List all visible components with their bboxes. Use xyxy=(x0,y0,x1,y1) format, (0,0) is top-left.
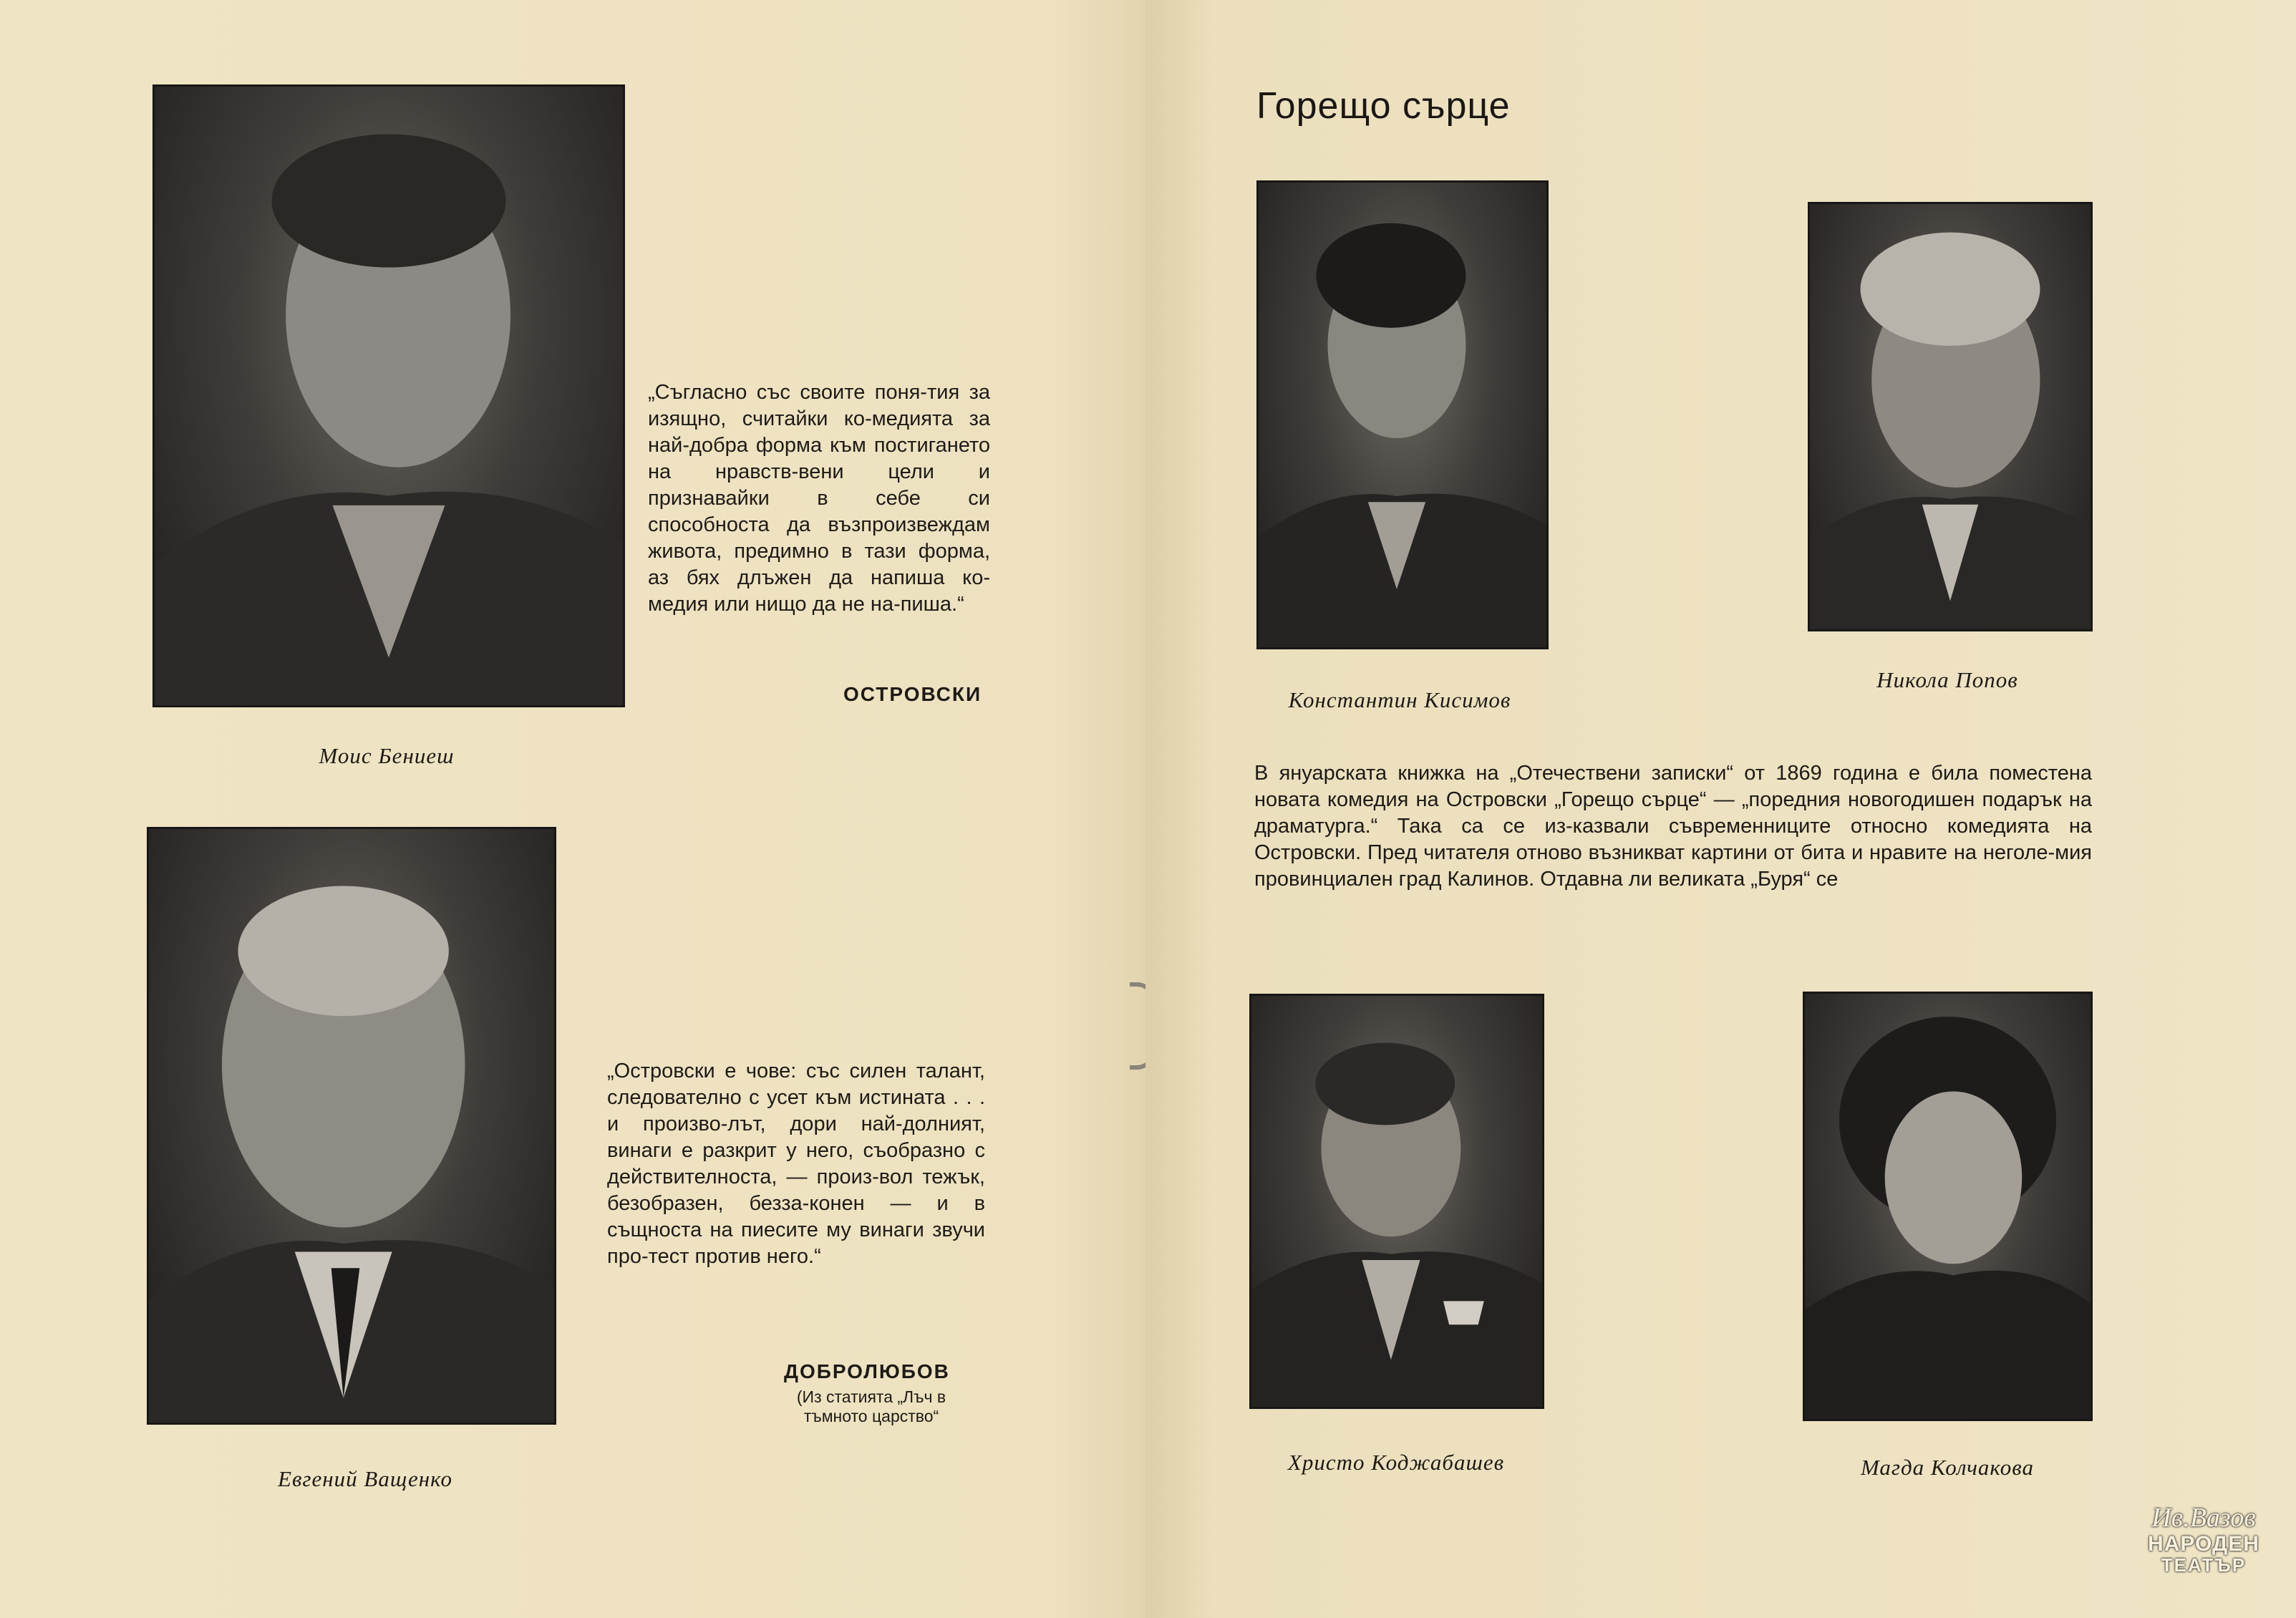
left-page xyxy=(0,0,1145,1618)
portrait-caption: Евгений Ващенко xyxy=(278,1466,452,1491)
portrait-photo-vashchenko xyxy=(147,827,556,1425)
page-title: Горещо сърце xyxy=(1256,85,1511,127)
portrait-caption: Моис Бениеш xyxy=(319,743,455,768)
quote-source-line: (Из статията „Лъч в xyxy=(796,1387,946,1406)
logo-line: НАРОДЕН xyxy=(2148,1532,2259,1556)
portrait-caption: Магда Колчакова xyxy=(1860,1455,2034,1480)
logo-signature: Ив.Вазов xyxy=(2151,1503,2256,1533)
logo-line: ТЕАТЪР xyxy=(2161,1554,2247,1576)
quote-source xyxy=(753,1387,989,1426)
portrait-photo-kodzhabashev xyxy=(1249,994,1544,1409)
portrait-photo-kisimov xyxy=(1256,180,1549,649)
quote-dobrolyubov: „Островски е чове: със силен талант, следователно с усет към истината . . . и произво-лът, дори най-долният, винаги е разкрит у него, съобразно с действителноста, — произ-вол тежък, безобразен, безза-конен — и в същноста на пиесите му винаги звучи про-тест против него.“ xyxy=(607,1060,985,1268)
portrait-photo-popov xyxy=(1808,202,2093,631)
article-text: В януарската книжка на „Отечествени записки“ от 1869 година е била поместена новата комедия на Островски „Горещо сърце“ — „поредния новогодишен подарък на драматурга.“ Така са се из-казвали съвременниците относно комедията на Островски. Пред читателя отново възникват картини от бита и нравите на неголе-мия провинциален град Калинов. Отдавна ли великата „Буря“ се xyxy=(1254,762,2092,891)
quote-author: ОСТРОВСКИ xyxy=(843,683,982,705)
quote-author: ДОБРОЛЮБОВ xyxy=(784,1360,950,1382)
quote-ostrovsky: „Съгласно със своите поня-тия за изящно, считайки ко-медията за най-добра форма към постигането на нравств-вени цели и признавайки в себе си способноста да възпроизвеждам живота, предимно в тази форма, аз бях длъжен да напиша ко-медия или нищо да не на-пиша.“ xyxy=(648,381,990,616)
portrait-caption: Константин Кисимов xyxy=(1288,687,1511,712)
portrait-caption: Христо Коджабашев xyxy=(1287,1450,1505,1475)
quote-source-line: тъмното царство“ xyxy=(803,1407,939,1425)
portrait-photo-benieš xyxy=(152,84,625,707)
portrait-caption: Никола Попов xyxy=(1876,667,2018,692)
national-theatre-logo xyxy=(2142,1502,2265,1595)
portrait-photo-kolchakova xyxy=(1803,992,2093,1421)
